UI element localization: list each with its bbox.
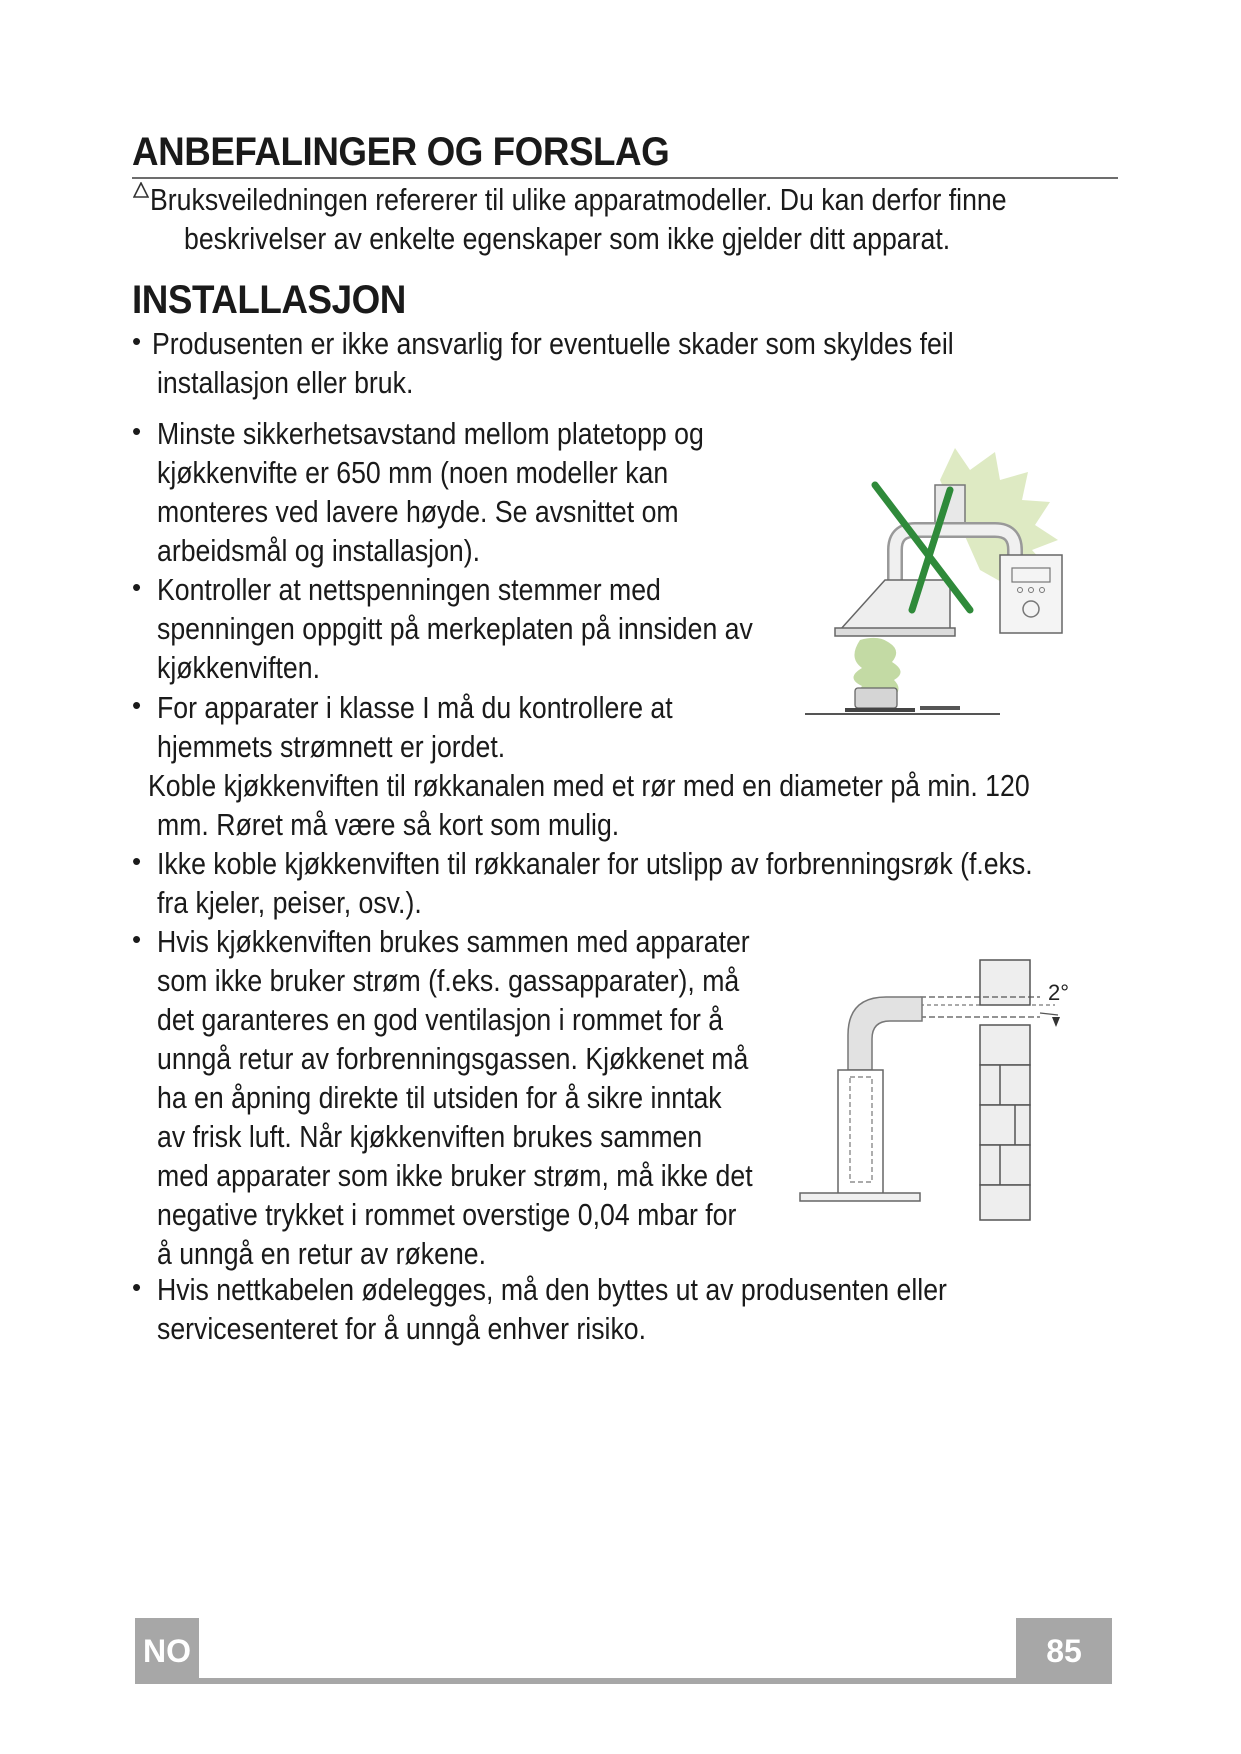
angle-label: 2° [1048,980,1070,1005]
bullet-dot-icon: • [132,326,142,356]
heading-underline [132,177,1118,179]
install-line: spenningen oppgitt på merkeplaten på innsiden av [157,611,753,646]
install-line: servicesenteret for å unngå enhver risiko. [157,1311,647,1346]
install-line: med apparater som ikke bruker strøm, må ikke det [157,1158,753,1193]
warning-text-line-1: Bruksveiledningen refererer til ulike apparatmodeller. Du kan derfor finne [150,182,1007,217]
install-line: arbeidsmål og installasjon). [157,533,481,568]
warning-text-line-2: beskrivelser av enkelte egenskaper som ikke gjelder ditt apparat. [184,221,951,256]
install-line: fra kjeler, peiser, osv.). [157,885,422,920]
install-line: mm. Røret må være så kort som mulig. [157,807,620,842]
install-line: Hvis kjøkkenviften brukes sammen med apparater [157,924,750,959]
bullet-dot-icon: • [132,1272,142,1302]
install-line: hjemmets strømnett er jordet. [157,729,506,764]
bullet-dot-icon: • [132,572,142,602]
duct-slope-illustration [790,955,1100,1225]
install-line: unngå retur av forbrenningsgassen. Kjøkkenet må [157,1041,749,1076]
install-line: ha en åpning direkte til utsiden for å sikre inntak [157,1080,722,1115]
install-line: monteres ved lavere høyde. Se avsnittet om [157,494,679,529]
install-line: installasjon eller bruk. [157,365,414,400]
install-line: negative trykket i rommet overstige 0,04 mbar for [157,1197,737,1232]
install-line: det garanteres en god ventilasjon i rommet for å [157,1002,724,1037]
install-line: Koble kjøkkenviften til røkkanalen med et rør med en diameter på min. 120 [148,768,1030,803]
install-line: For apparater i klasse I må du kontrollere at [157,690,673,725]
section-heading-recommendations: ANBEFALINGER OG FORSLAG [132,130,670,174]
install-line: av frisk luft. Når kjøkkenviften brukes sammen [157,1119,703,1154]
section-heading-installation: INSTALLASJON [132,278,406,322]
bullet-dot-icon: • [132,846,142,876]
bullet-dot-icon: • [132,924,142,954]
install-line: Hvis nettkabelen ødelegges, må den byttes ut av produsenten eller [157,1272,947,1307]
page-number: 85 [1016,1618,1112,1684]
footer-rule [135,1678,1112,1684]
install-line: Produsenten er ikke ansvarlig for eventuelle skader som skyldes feil [152,326,954,361]
install-line: kjøkkenviften. [157,650,320,685]
install-line: Minste sikkerhetsavstand mellom platetopp og [157,416,704,451]
language-tab: NO [135,1618,199,1684]
bullet-dot-icon: • [132,416,142,446]
install-line: Ikke koble kjøkkenviften til røkkanaler for utslipp av forbrenningsrøk (f.eks. [157,846,1033,881]
install-line: som ikke bruker strøm (f.eks. gassapparater), må [157,963,740,998]
hood-no-fumes-illustration [800,440,1080,720]
install-line: kjøkkenvifte er 650 mm (noen modeller kan [157,455,669,490]
warning-triangle-icon [133,182,149,198]
install-line: å unngå en retur av røkene. [157,1236,487,1271]
install-line: Kontroller at nettspenningen stemmer med [157,572,661,607]
bullet-dot-icon: • [132,690,142,720]
